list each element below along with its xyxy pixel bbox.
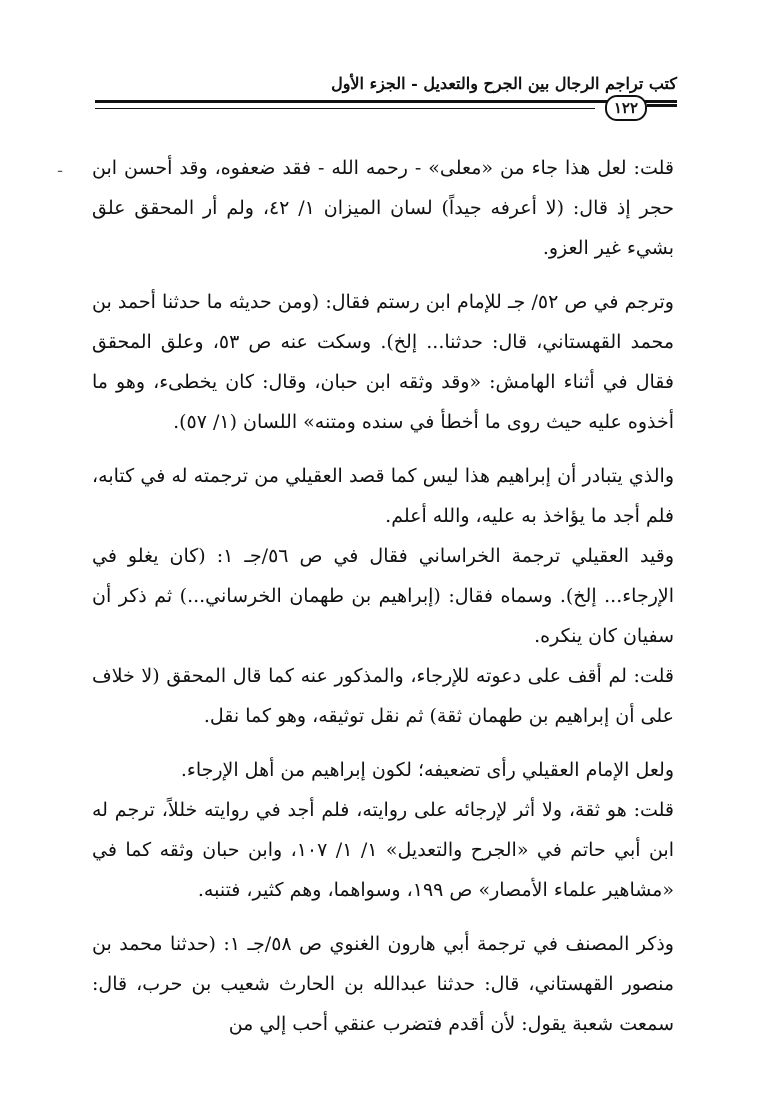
running-header xyxy=(95,70,677,126)
header-rule-thin xyxy=(95,108,595,109)
paragraph-7: قلت: هو ثقة، ولا أثر لإرجائه على روايته، فلم أجد في روايته خللاً، ترجم له ابن أبي حاتم في «الجرح والتعديل» ١/ ١/ ١٠٧، وابن حبان وثقه كما في «مشاهير علماء الأمصار» ص ١٩٩، وسواهما، وهم كثير، فتنبه. xyxy=(92,799,674,901)
page-number: ١٢٢ xyxy=(605,95,647,121)
margin-mark: ـ xyxy=(58,160,63,176)
page-number-ornament xyxy=(647,104,677,107)
header-title: كتب تراجم الرجال بين الجرح والتعديل - الجزء الأول xyxy=(331,74,677,93)
page-body xyxy=(92,148,674,1058)
header-rule xyxy=(95,100,677,103)
paragraph-4: وقيد العقيلي ترجمة الخراساني فقال في ص ٥٦/جـ ١: (كان يغلو في الإرجاء... إلخ). وسماه فقال: (إبراهيم بن طهمان الخرساني...) ثم ذكر أن سفيان كان ينكره. xyxy=(92,545,674,647)
paragraph-6: ولعل الإمام العقيلي رأى تضعيفه؛ لكون إبراهيم من أهل الإرجاء. xyxy=(180,759,674,781)
paragraph-2: وترجم في ص ٥٢/ جـ للإمام ابن رستم فقال: (ومن حديثه ما حدثنا أحمد بن محمد القهستاني، قال: حدثنا... إلخ). وسكت عنه ص ٥٣، وعلق المحقق فقال في أثناء الهامش: «وقد وثقه ابن حبان، وقال: كان يخطىء، وهو ما أخذوه عليه حيث روى ما أخطأ في سنده ومتنه» اللسان (١/ ٥٧). xyxy=(92,291,674,433)
paragraph-1: قلت: لعل هذا جاء من «معلى» - رحمه الله - فقد ضعفوه، وقد أحسن ابن حجر إذ قال: (لا أعرفه جيداً) لسان الميزان ١/ ٤٢، ولم أر المحقق علق بشيء غير العزو. xyxy=(92,157,674,259)
paragraph-3: والذي يتبادر أن إبراهيم هذا ليس كما قصد العقيلي من ترجمته له في كتابه، فلم أجد ما يؤاخذ به عليه، والله أعلم. xyxy=(92,465,674,527)
paragraph-5: قلت: لم أقف على دعوته للإرجاء، والمذكور عنه كما قال المحقق (لا خلاف على أن إبراهيم بن طهمان ثقة) ثم نقل توثيقه، وهو كما نقل. xyxy=(92,665,674,727)
paragraph-8: وذكر المصنف في ترجمة أبي هارون الغنوي ص ٥٨/جـ ١: (حدثنا محمد بن منصور القهستاني، قال: حدثنا عبدالله بن الحارث شعيب بن حرب، قال: سمعت شعبة يقول: لأن أقدم فتضرب عنقي أحب إلي من xyxy=(92,933,674,1035)
